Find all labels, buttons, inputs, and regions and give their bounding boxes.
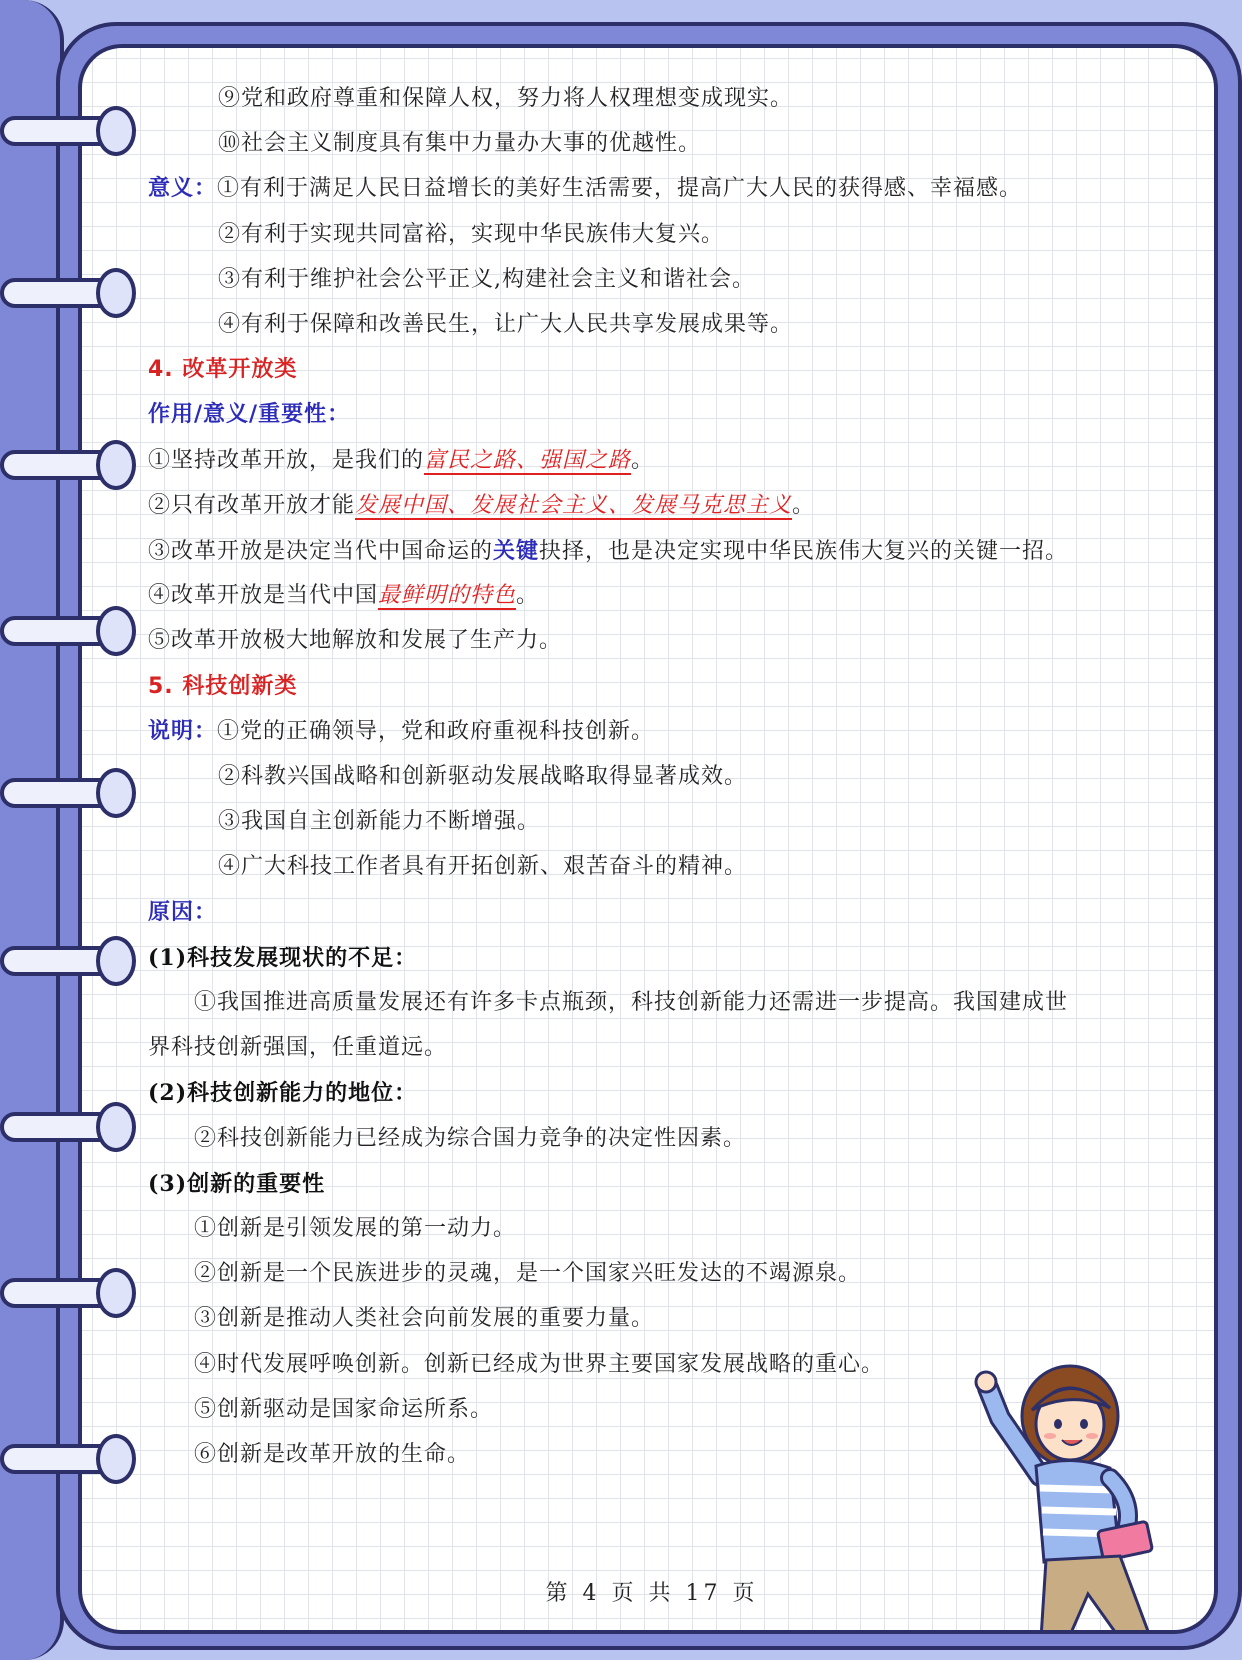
list-item (148, 536, 1068, 567)
binder-ring-icon (0, 1428, 140, 1488)
list-item: ④广大科技工作者具有开拓创新、艰苦奋斗的精神。 (218, 854, 748, 879)
labeled-list-item (148, 174, 1022, 204)
list-item (148, 626, 562, 656)
list-item: ③创新是推动人类社会向前发展的重要力量。 (194, 1306, 655, 1331)
list-item: ③我国自主创新能力不断增强。 (218, 809, 541, 834)
text-fragment: 。 (631, 448, 655, 473)
list-item (148, 446, 654, 476)
list-item: ②创新是一个民族进步的灵魂，是一个国家兴旺发达的不竭源泉。 (194, 1261, 862, 1286)
binder-ring-icon (0, 1096, 140, 1156)
text-fragment: ③改革开放是决定当代中国命运的 (148, 539, 494, 564)
list-item: 界科技创新强国，任重道远。 (148, 1035, 448, 1060)
subheader: (2)科技创新能力的地位： (148, 1080, 418, 1106)
highlight-phrase: 最鲜明的特色 (378, 583, 517, 608)
binder-ring-icon (0, 262, 140, 322)
text-fragment: 。 (792, 493, 816, 518)
highlight-phrase: 发展中国、发展社会主义、发展马克思主义 (355, 493, 793, 518)
binder-ring-icon (0, 434, 140, 494)
section-header: 5. 科技创新类 (148, 674, 298, 699)
page-footer: 第 4 页 共 17 页 (545, 1581, 759, 1606)
list-item: ⑥创新是改革开放的生命。 (194, 1442, 471, 1467)
binder-ring-icon (0, 100, 140, 160)
notebook-page (78, 44, 1218, 1634)
list-item: ④有利于保障和改善民生，让广大人民共享发展成果等。 (218, 312, 794, 337)
binder-ring-icon (0, 930, 140, 990)
subheader: (3)创新的重要性 (148, 1171, 326, 1197)
list-item: ③有利于维护社会公平正义,构建社会主义和谐社会。 (218, 267, 755, 292)
list-item (148, 581, 539, 611)
binder-ring-icon (0, 762, 140, 822)
text-fragment: ①坚持改革开放，是我们的 (148, 448, 425, 473)
subheader: (1)科技发展现状的不足： (148, 945, 418, 971)
text-fragment: ⑤改革开放极大地解放和发展了生产力。 (148, 628, 563, 653)
emphasis-phrase: 关键 (493, 538, 540, 564)
list-item-text: ①有利于满足人民日益增长的美好生活需要，提高广大人民的获得感、幸福感。 (217, 176, 1023, 201)
list-item: ②科教兴国战略和创新驱动发展战略取得显著成效。 (218, 764, 748, 789)
text-fragment: ④改革开放是当代中国 (148, 583, 379, 608)
text-fragment: ②只有改革开放才能 (148, 493, 356, 518)
list-item: ①我国推进高质量发展还有许多卡点瓶颈，科技创新能力还需进一步提高。我国建成世 (194, 990, 1069, 1015)
list-item-text: ①党的正确领导，党和政府重视科技创新。 (217, 719, 655, 744)
binder-ring-icon (0, 1262, 140, 1322)
section-label: 作用/意义/重要性： (148, 402, 351, 427)
list-item (148, 491, 815, 521)
list-item: ②科技创新能力已经成为综合国力竞争的决定性因素。 (194, 1126, 747, 1151)
list-item: ⑨党和政府尊重和保障人权，努力将人权理想变成现实。 (218, 86, 794, 111)
binder-spine (0, 0, 64, 1660)
cartoon-girl-illustration (970, 1358, 1210, 1634)
section-label: 原因： (148, 900, 218, 925)
highlight-phrase: 富民之路、强国之路 (424, 448, 632, 473)
list-item: ①创新是引领发展的第一动力。 (194, 1216, 517, 1241)
binder-ring-icon (0, 600, 140, 660)
section-label: 意义： (148, 176, 218, 201)
list-item: ②有利于实现共同富裕，实现中华民族伟大复兴。 (218, 222, 725, 247)
list-item: ④时代发展呼唤创新。创新已经成为世界主要国家发展战略的重心。 (194, 1352, 885, 1377)
section-header: 4. 改革开放类 (148, 357, 298, 382)
labeled-list-item (148, 717, 654, 747)
list-item: ⑩社会主义制度具有集中力量办大事的优越性。 (218, 131, 702, 156)
text-fragment: 抉择，也是决定实现中华民族伟大复兴的关键一招。 (539, 539, 1069, 564)
text-fragment: 。 (516, 583, 540, 608)
section-label: 说明： (148, 719, 218, 744)
list-item: ⑤创新驱动是国家命运所系。 (194, 1397, 494, 1422)
